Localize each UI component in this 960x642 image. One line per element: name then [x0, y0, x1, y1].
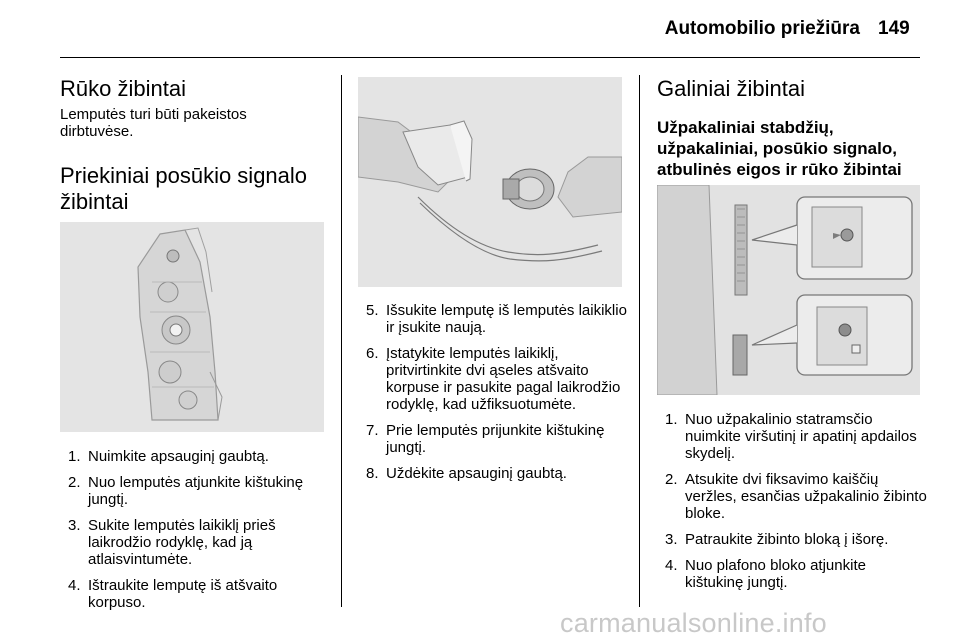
step-number: 7.	[366, 422, 379, 439]
rear-lamp-unit-figure	[657, 185, 920, 395]
step-text: Uždėkite apsauginį gaubtą.	[386, 465, 567, 482]
list-item	[366, 302, 628, 336]
subsection-title-rear-lamps: Užpakaliniai stabdžių, užpakaliniai, posūkio signalo, atbulinės eigos ir rūko žibintai	[657, 118, 902, 179]
step-number: 3.	[665, 531, 678, 548]
step-number: 3.	[68, 517, 81, 534]
column-divider-left	[341, 75, 342, 607]
step-number: 8.	[366, 465, 379, 482]
list-item	[68, 517, 330, 568]
step-number: 5.	[366, 302, 379, 319]
step-text: Nuo lemputės atjunkite kištukinę jungtį.	[88, 474, 304, 508]
header-divider	[60, 57, 920, 58]
fog-lights-note: Lemputės turi būti pakeistos dirbtuvėse.	[60, 106, 247, 140]
step-text: Įstatykite lemputės laikiklį, pritvirtinkite dvi ąseles atšvaito korpuse ir pasukite pagal laikrodžio rodyklę, kad užfiksuotumėte.	[386, 345, 621, 413]
step-number: 1.	[665, 411, 678, 428]
front-turn-signal-steps	[68, 448, 330, 620]
section-title-fog-lights: Rūko žibintai	[60, 76, 186, 101]
step-text: Išsukite lemputę iš lemputės laikiklio ir įsukite naują.	[386, 302, 627, 336]
step-number: 6.	[366, 345, 379, 362]
list-item	[665, 411, 927, 462]
running-header-title: Automobilio priežiūra	[664, 18, 860, 39]
list-item	[366, 345, 628, 413]
step-number: 1.	[68, 448, 81, 465]
step-number: 4.	[665, 557, 678, 574]
step-text: Prie lemputės prijunkite kištukinę jungtį.	[386, 422, 605, 456]
step-text: Nuo plafono bloko atjunkite kištukinę jungtį.	[685, 557, 866, 591]
list-item	[665, 557, 927, 591]
step-text: Ištraukite lemputę iš atšvaito korpuso.	[88, 577, 278, 611]
section-title-front-turn-signals: Priekiniai posūkio signalo žibintai	[60, 163, 308, 214]
step-text: Nuo užpakalinio statramsčio nuimkite viršutinį ir apatinį apdailos skydelį.	[685, 411, 917, 462]
bulb-replacement-steps	[366, 302, 628, 491]
bulb-replacement-figure	[358, 77, 622, 287]
list-item	[366, 465, 628, 482]
list-item	[68, 474, 330, 508]
step-number: 2.	[68, 474, 81, 491]
list-item	[665, 471, 927, 522]
step-number: 4.	[68, 577, 81, 594]
list-item	[366, 422, 628, 456]
list-item	[665, 531, 927, 548]
page-number: 149	[878, 18, 910, 39]
section-title-rear-lights: Galiniai žibintai	[657, 76, 805, 101]
step-text: Atsukite dvi fiksavimo kaiščių veržles, esančias užpakalinio žibinto bloke.	[685, 471, 927, 522]
list-item	[68, 577, 330, 611]
rear-lamp-steps	[665, 411, 927, 600]
step-text: Nuimkite apsauginį gaubtą.	[88, 448, 269, 465]
column-divider-right	[639, 75, 640, 607]
front-turn-signal-lamp-figure	[60, 222, 324, 432]
step-text: Sukite lemputės laikiklį prieš laikrodžio rodyklę, kad ją atlaisvintumėte.	[88, 517, 276, 568]
step-number: 2.	[665, 471, 678, 488]
list-item	[68, 448, 330, 465]
step-text: Patraukite žibinto bloką į išorę.	[685, 531, 889, 548]
watermark: carmanualsonline.info	[560, 608, 827, 638]
